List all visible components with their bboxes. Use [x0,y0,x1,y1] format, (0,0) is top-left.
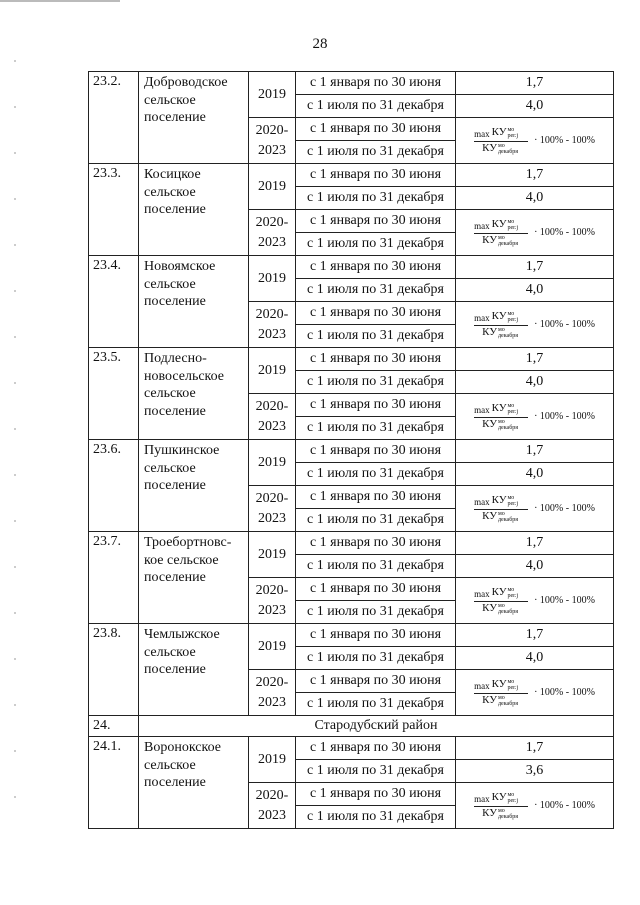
settlement-name: Троебортновс-кое сельское поселение [139,532,249,624]
table-row [89,624,614,647]
row-number: 23.2. [89,72,139,164]
value-cell: 4,0 [456,647,614,670]
year-range-cell: 2020- 2023 [249,210,296,256]
period-cell: с 1 января по 30 июня [296,578,456,601]
period-cell: с 1 июля по 31 декабря [296,806,456,829]
period-cell: с 1 января по 30 июня [296,624,456,647]
year-cell: 2019 [249,532,296,578]
row-number: 23.5. [89,348,139,440]
formula-sup: мо [497,326,505,333]
period-cell: с 1 июля по 31 декабря [296,693,456,716]
formula-sub: рег.j [507,500,519,507]
scan-margin-dots [14,60,16,840]
period-cell: с 1 июля по 31 декабря [296,233,456,256]
period-cell: с 1 июля по 31 декабря [296,95,456,118]
formula-numerator: КУ [491,217,507,230]
formula-sub: декабря [497,240,518,247]
formula-denominator: КУ [482,509,497,522]
formula-sup: мо [497,807,505,814]
formula-sub: декабря [497,700,518,707]
row-number: 24.1. [89,737,139,829]
settlement-name: Доброводское сельское поселение [139,72,249,164]
formula-max: max [474,220,490,231]
formula-numerator: КУ [491,585,507,598]
formula-sub: декабря [497,148,518,155]
formula-cell [456,302,614,348]
formula-sup: мо [507,402,515,409]
row-number: 23.6. [89,440,139,532]
year-cell: 2019 [249,348,296,394]
formula-sup: мо [497,142,505,149]
year-range-cell: 2020- 2023 [249,394,296,440]
formula-sup: мо [497,694,505,701]
formula-sub: рег.j [507,132,519,139]
period-cell: с 1 июля по 31 декабря [296,509,456,532]
period-cell: с 1 января по 30 июня [296,164,456,187]
year-cell: 2019 [249,164,296,210]
growth-formula [458,397,611,437]
value-cell: 1,7 [456,256,614,279]
year-cell: 2019 [249,737,296,783]
district-name: Стародубский район [139,716,614,737]
value-cell: 4,0 [456,555,614,578]
formula-sub: рег.j [507,684,519,691]
formula-tail: · 100% - 100% [534,687,595,698]
formula-cell [456,670,614,716]
settlement-name: Воронокское сельское поселение [139,737,249,829]
period-cell: с 1 января по 30 июня [296,210,456,233]
row-number: 23.8. [89,624,139,716]
formula-max: max [474,404,490,415]
period-cell: с 1 июля по 31 декабря [296,463,456,486]
formula-sub: рег.j [507,797,519,804]
formula-sup: мо [497,418,505,425]
growth-formula [458,489,611,529]
formula-denominator: КУ [482,806,497,819]
settlement-name: Новоямское сельское поселение [139,256,249,348]
formula-tail: · 100% - 100% [534,800,595,811]
period-cell: с 1 января по 30 июня [296,348,456,371]
period-cell: с 1 января по 30 июня [296,72,456,95]
formula-sup: мо [497,510,505,517]
growth-formula [458,213,611,253]
growth-formula [458,305,611,345]
year-cell: 2019 [249,440,296,486]
period-cell: с 1 января по 30 июня [296,670,456,693]
formula-cell [456,394,614,440]
growth-formula [458,673,611,713]
period-cell: с 1 июля по 31 декабря [296,371,456,394]
value-cell: 1,7 [456,164,614,187]
value-cell: 3,6 [456,760,614,783]
formula-fraction [474,679,528,707]
formula-sup: мо [507,310,515,317]
formula-numerator: КУ [491,677,507,690]
district-row [89,716,614,737]
formula-cell [456,118,614,164]
formula-tail: · 100% - 100% [534,595,595,606]
value-cell: 1,7 [456,737,614,760]
period-cell: с 1 июля по 31 декабря [296,417,456,440]
formula-denominator: КУ [482,601,497,614]
formula-max: max [474,588,490,599]
formula-sup: мо [507,494,515,501]
formula-fraction [474,311,528,339]
formula-sub: рег.j [507,224,519,231]
growth-formula [458,786,611,826]
formula-sub: декабря [497,332,518,339]
formula-fraction [474,792,528,820]
period-cell: с 1 июля по 31 декабря [296,279,456,302]
period-cell: с 1 января по 30 июня [296,118,456,141]
formula-sub: декабря [497,424,518,431]
formula-denominator: КУ [482,325,497,338]
settlement-name: Чемлыжское сельское поселение [139,624,249,716]
year-cell: 2019 [249,624,296,670]
formula-numerator: КУ [491,401,507,414]
table-row [89,532,614,555]
table-row [89,348,614,371]
formula-max: max [474,128,490,139]
formula-fraction [474,127,528,155]
formula-tail: · 100% - 100% [534,503,595,514]
formula-sup: мо [507,678,515,685]
year-range-cell: 2020- 2023 [249,118,296,164]
value-cell: 4,0 [456,371,614,394]
formula-max: max [474,793,490,804]
formula-tail: · 100% - 100% [534,411,595,422]
table-row [89,164,614,187]
period-cell: с 1 января по 30 июня [296,256,456,279]
formula-numerator: КУ [491,790,507,803]
formula-numerator: КУ [491,493,507,506]
year-range-cell: 2020- 2023 [249,486,296,532]
formula-sup: мо [497,234,505,241]
page-number: 28 [312,36,328,52]
period-cell: с 1 июля по 31 декабря [296,187,456,210]
period-cell: с 1 января по 30 июня [296,737,456,760]
formula-sub: рег.j [507,408,519,415]
period-cell: с 1 января по 30 июня [296,783,456,806]
year-range-cell: 2020- 2023 [249,670,296,716]
tariff-schedule-table [88,71,614,829]
formula-numerator: КУ [491,125,507,138]
period-cell: с 1 января по 30 июня [296,532,456,555]
value-cell: 1,7 [456,72,614,95]
formula-denominator: КУ [482,141,497,154]
value-cell: 1,7 [456,532,614,555]
formula-tail: · 100% - 100% [534,319,595,330]
row-number: 23.7. [89,532,139,624]
value-cell: 4,0 [456,187,614,210]
district-number: 24. [89,716,139,737]
formula-tail: · 100% - 100% [534,135,595,146]
formula-denominator: КУ [482,417,497,430]
period-cell: с 1 января по 30 июня [296,302,456,325]
formula-sub: рег.j [507,316,519,323]
formula-max: max [474,496,490,507]
formula-cell [456,210,614,256]
value-cell: 1,7 [456,348,614,371]
value-cell: 4,0 [456,463,614,486]
formula-sup: мо [507,218,515,225]
formula-denominator: КУ [482,233,497,246]
period-cell: с 1 января по 30 июня [296,394,456,417]
year-range-cell: 2020- 2023 [249,783,296,829]
formula-fraction [474,495,528,523]
formula-tail: · 100% - 100% [534,227,595,238]
table-row [89,72,614,95]
formula-max: max [474,680,490,691]
table-row [89,440,614,463]
formula-sub: рег.j [507,592,519,599]
value-cell: 1,7 [456,624,614,647]
formula-sub: декабря [497,516,518,523]
year-cell: 2019 [249,256,296,302]
period-cell: с 1 января по 30 июня [296,440,456,463]
formula-sup: мо [507,791,515,798]
row-number: 23.3. [89,164,139,256]
formula-max: max [474,312,490,323]
formula-fraction [474,219,528,247]
formula-cell [456,783,614,829]
row-number: 23.4. [89,256,139,348]
year-range-cell: 2020- 2023 [249,578,296,624]
formula-cell [456,578,614,624]
period-cell: с 1 июля по 31 декабря [296,647,456,670]
year-cell: 2019 [249,72,296,118]
formula-sub: декабря [497,813,518,820]
year-range-cell: 2020- 2023 [249,302,296,348]
growth-formula [458,121,611,161]
scan-edge-mark [0,0,120,2]
formula-numerator: КУ [491,309,507,322]
period-cell: с 1 января по 30 июня [296,486,456,509]
formula-sub: декабря [497,608,518,615]
formula-denominator: КУ [482,693,497,706]
table-body [89,72,614,829]
formula-fraction [474,587,528,615]
period-cell: с 1 июля по 31 декабря [296,555,456,578]
period-cell: с 1 июля по 31 декабря [296,325,456,348]
settlement-name: Подлесно-новосельское сельское поселение [139,348,249,440]
settlement-name: Пушкинское сельское поселение [139,440,249,532]
table-row [89,737,614,760]
period-cell: с 1 июля по 31 декабря [296,601,456,624]
table-row [89,256,614,279]
formula-sup: мо [507,586,515,593]
value-cell: 4,0 [456,279,614,302]
formula-fraction [474,403,528,431]
period-cell: с 1 июля по 31 декабря [296,141,456,164]
value-cell: 1,7 [456,440,614,463]
growth-formula [458,581,611,621]
formula-sup: мо [497,602,505,609]
formula-sup: мо [507,126,515,133]
period-cell: с 1 июля по 31 декабря [296,760,456,783]
value-cell: 4,0 [456,95,614,118]
settlement-name: Косицкое сельское поселение [139,164,249,256]
formula-cell [456,486,614,532]
